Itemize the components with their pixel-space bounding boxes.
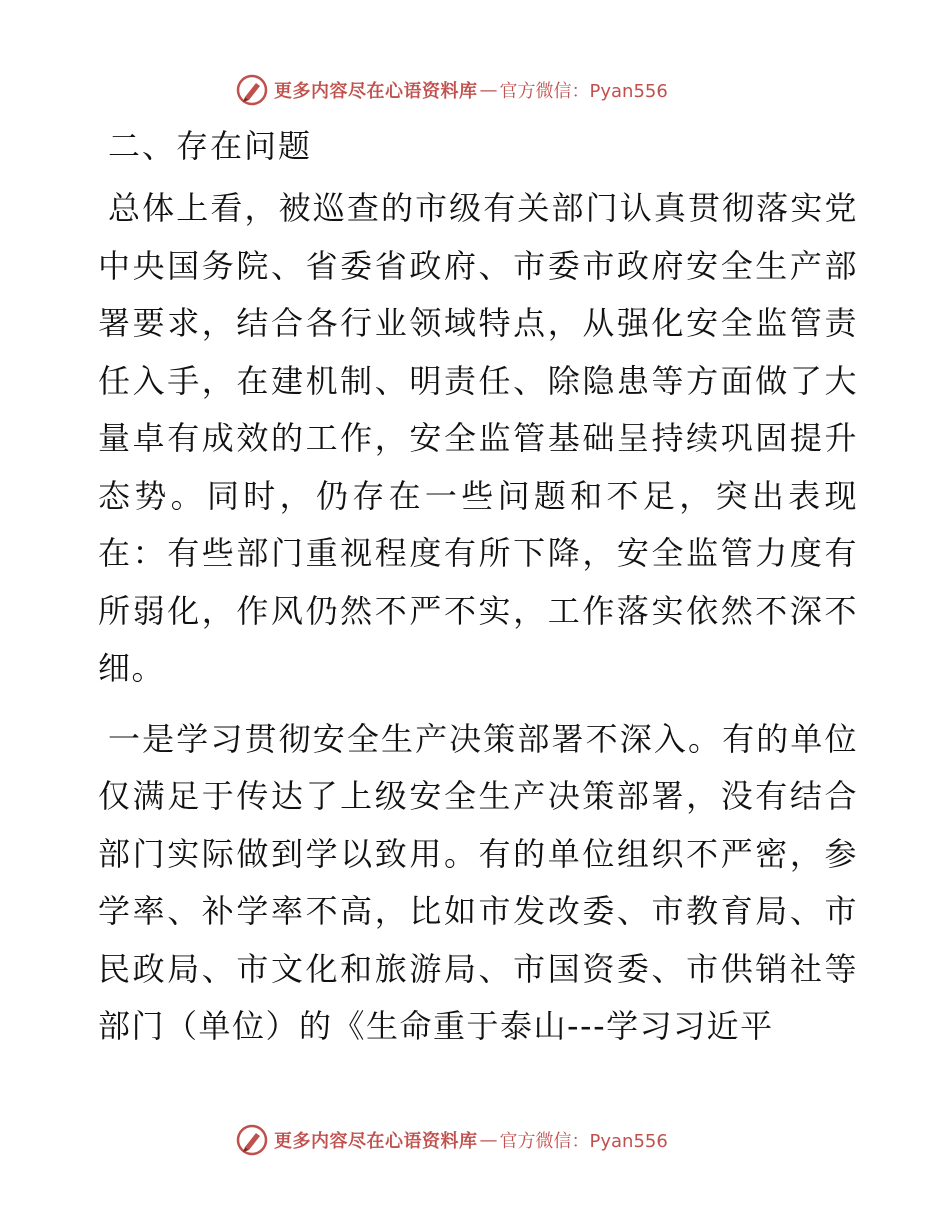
section-heading: 二、存在问题 — [108, 127, 313, 165]
watermark-banner-bottom — [236, 1123, 716, 1157]
paragraph-text: 总体上看，被巡查的市级有关部门认真贯彻落实党中央国务院、省委省政府、市委市政府安全生产部署要求，结合各行业领域特点，从强化安全监管责任入手，在建机制、明责任、除隐患等方面做了大量卓有成效的工作，安全监管基础呈持续巩固提升态势。同时，仍存在一些问题和不足，突出表现在：有些部门重视程度有所下降，安全监管力度有所弱化，作风仍然不严不实，工作落实依然不深不细。 — [98, 189, 858, 687]
watermark-banner-top — [236, 73, 716, 107]
watermark-text: 更多内容尽在心语资料库 — [274, 1131, 478, 1152]
paragraph — [98, 711, 858, 1056]
document-body — [98, 122, 858, 1069]
paragraph-text: 一是学习贯彻安全生产决策部署不深入。有的单位仅满足于传达了上级安全生产决策部署，没有结合部门实际做到学以致用。有的单位组织不严密，参学率、补学率不高，比如市发改委、市教育局、市民政局、市文化和旅游局、市国资委、市供销社等部门（单位）的《生命重于泰山---学习习近平 — [98, 719, 858, 1045]
pen-logo-icon — [236, 1124, 268, 1156]
watermark-dash: — — [479, 79, 498, 101]
watermark-text: 更多内容尽在心语资料库 — [274, 81, 478, 102]
paragraph — [98, 180, 858, 698]
watermark-wechat: 官方微信：Pyan556 — [499, 81, 668, 102]
pen-logo-icon — [236, 74, 268, 106]
watermark-wechat: 官方微信：Pyan556 — [499, 1131, 668, 1152]
watermark-dash: — — [479, 1129, 498, 1151]
